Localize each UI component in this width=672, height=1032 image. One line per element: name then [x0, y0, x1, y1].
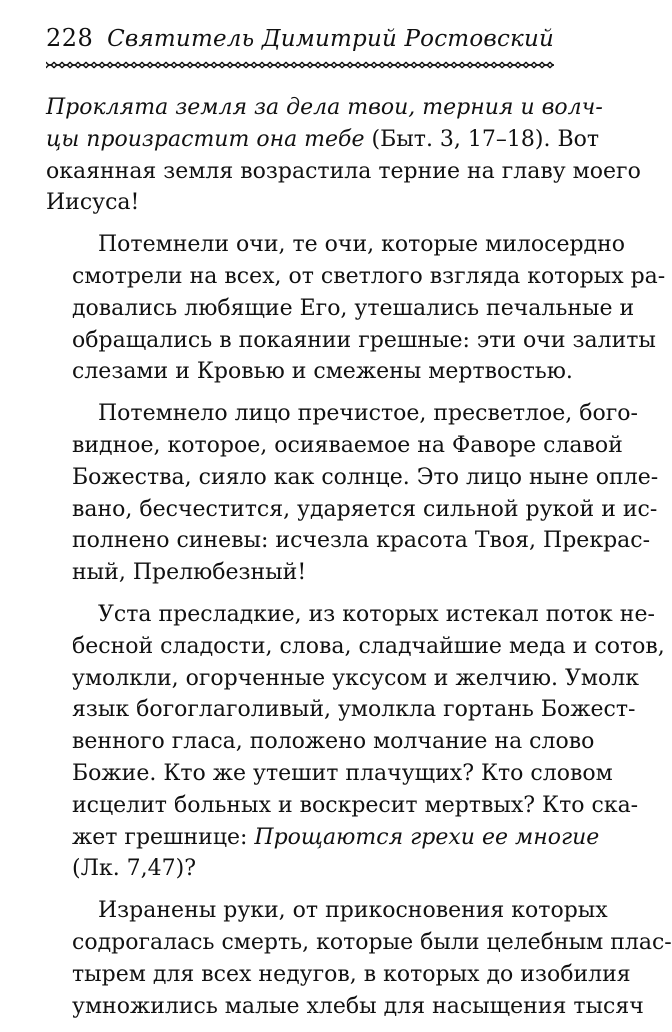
- text-line: [46, 991, 644, 1023]
- text-segment: Уста пресладкие, из которых истекал поток не-: [98, 601, 655, 627]
- text-segment: бесной сладости, слова, сладчайшие меда и сотов,: [72, 633, 665, 659]
- text-line: [46, 356, 573, 388]
- running-title: Святитель Димитрий Ростовский: [107, 26, 554, 52]
- paragraph: [46, 895, 672, 1022]
- text-line: [46, 398, 638, 430]
- text-line: [46, 261, 666, 293]
- text-segment: обращались в покаянии грешные: эти очи залиты: [72, 327, 656, 353]
- text-segment: Божие. Кто же утешит плачущих? Кто словом: [72, 760, 613, 786]
- text-segment: Потемнели очи, те очи, которые милосердно: [98, 232, 626, 258]
- text-segment: видное, которое, осияваемое на Фаворе славой: [72, 432, 623, 458]
- paragraph: [46, 229, 666, 388]
- text-line: [46, 325, 656, 357]
- text-segment: (Быт. 3, 17–18). Вот: [364, 126, 600, 152]
- text-line: [46, 758, 613, 790]
- paragraph: [46, 398, 659, 589]
- italic-text-segment: Проклята земля за дела твои, терния и волч-: [46, 95, 603, 120]
- text-line: [46, 187, 554, 219]
- paragraph: [46, 92, 641, 219]
- text-line: [46, 156, 641, 188]
- text-line: [46, 663, 640, 695]
- text-segment: Потемнело лицо пречистое, пресветлое, бого-: [98, 401, 638, 427]
- text-segment: слезами и Кровью и смежены мертвостью.: [72, 359, 573, 385]
- text-segment: смотрели на всех, от светлого взгляда которых ра-: [72, 263, 666, 289]
- text-segment: Изранены руки, от прикосновения которых: [98, 898, 608, 924]
- text-line: [46, 959, 631, 991]
- text-line: [46, 462, 659, 494]
- text-line: [46, 557, 554, 589]
- text-segment: исцелит больных и воскресит мертвых? Кто ска-: [72, 792, 639, 818]
- text-segment: Иисуса!: [46, 190, 140, 216]
- text-segment: (Лк. 7,47)?: [72, 856, 197, 882]
- body-text: [46, 92, 672, 1022]
- page-number: 228: [46, 24, 94, 52]
- text-segment: довались любящие Его, утешались печальные и: [72, 295, 635, 321]
- text-segment: венного гласа, положено молчание на слово: [72, 729, 595, 755]
- text-line: [46, 631, 665, 663]
- ornamental-rule-graphic: [46, 60, 554, 70]
- text-segment: жет грешнице:: [72, 824, 255, 850]
- header-rule: [46, 60, 554, 70]
- text-line: [46, 853, 554, 885]
- text-line: [46, 92, 603, 124]
- text-segment: окаянная земля возрастила терние на главу моего: [46, 158, 641, 184]
- text-segment: Божества, сияло как солнце. Это лицо ныне опле-: [72, 464, 659, 490]
- page-header: [46, 20, 554, 56]
- text-segment: содрогалась смерть, которые были целебным плас-: [72, 929, 672, 955]
- text-line: [46, 430, 623, 462]
- text-line: [46, 694, 636, 726]
- paragraph: [46, 599, 665, 885]
- text-line: [46, 726, 595, 758]
- text-line: [46, 229, 626, 261]
- text-segment: вано, бесчестится, ударяется сильной рукой и ис-: [72, 496, 658, 522]
- text-line: [46, 790, 639, 822]
- text-line: [46, 822, 600, 854]
- text-line: [46, 525, 651, 557]
- italic-text-segment: цы произрастит она тебе: [46, 126, 365, 152]
- text-line: [46, 895, 608, 927]
- text-line: [46, 293, 635, 325]
- text-segment: полнено синевы: исчезла красота Твоя, Прекрас-: [72, 528, 651, 554]
- text-line: [46, 927, 672, 959]
- book-page: [46, 20, 672, 1032]
- text-line: [46, 494, 658, 526]
- text-segment: язык богоглаголивый, умолкла гортань Божест-: [72, 697, 636, 723]
- text-line: [46, 124, 600, 156]
- text-segment: ный, Прелюбезный!: [72, 560, 307, 586]
- text-line: [46, 599, 655, 631]
- text-segment: умножились малые хлебы для насыщения тысяч: [72, 993, 644, 1019]
- text-segment: умолкли, огорченные уксусом и желчию. Умолк: [72, 665, 640, 691]
- italic-text-segment: Прощаются грехи ее многие: [254, 824, 600, 850]
- text-segment: тырем для всех недугов, в которых до изобилия: [72, 961, 631, 987]
